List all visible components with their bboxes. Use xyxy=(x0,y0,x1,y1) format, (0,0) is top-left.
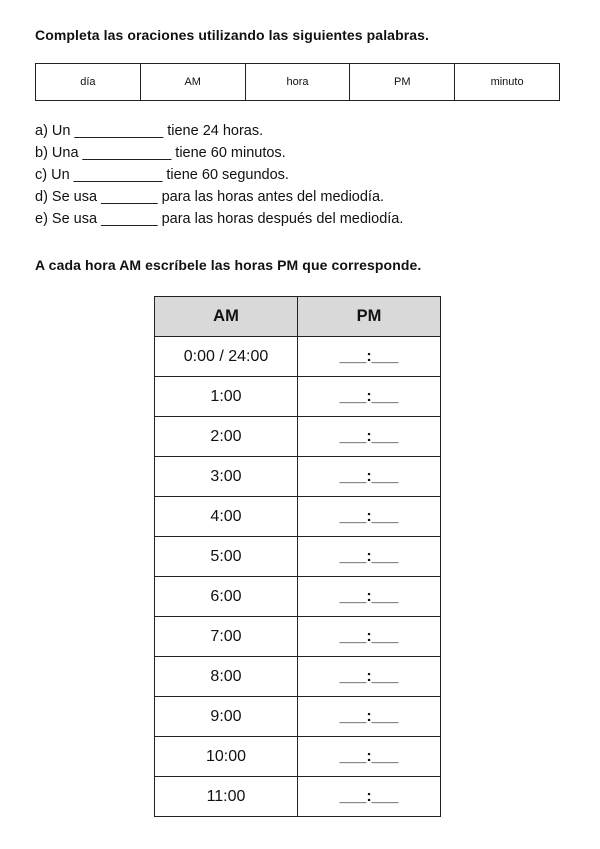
table-row xyxy=(155,617,441,657)
table-row xyxy=(155,497,441,537)
table-row xyxy=(155,777,441,817)
sentence-e: e) Se usa _______ para las horas después del mediodía. xyxy=(35,211,404,227)
table-row xyxy=(155,417,441,457)
am-cell: 11:00 xyxy=(155,777,298,817)
am-cell: 8:00 xyxy=(155,657,298,697)
am-cell: 0:00 / 24:00 xyxy=(155,337,298,377)
table-row xyxy=(155,337,441,377)
pm-answer-blank[interactable]: ___:___ xyxy=(298,657,441,697)
sentence-a: a) Un ___________ tiene 24 horas. xyxy=(35,123,264,139)
column-header-am: AM xyxy=(155,297,298,337)
word-bank xyxy=(35,63,560,101)
table-header-row xyxy=(155,297,441,337)
table-row xyxy=(155,457,441,497)
table-row xyxy=(155,577,441,617)
word-bank-cell: PM xyxy=(350,64,455,100)
am-pm-table xyxy=(154,296,441,817)
table-row xyxy=(155,697,441,737)
section2-heading: A cada hora AM escríbele las horas PM que corresponde. xyxy=(35,257,422,273)
am-cell: 6:00 xyxy=(155,577,298,617)
pm-answer-blank[interactable]: ___:___ xyxy=(298,337,441,377)
pm-answer-blank[interactable]: ___:___ xyxy=(298,697,441,737)
word-bank-cell: AM xyxy=(141,64,246,100)
am-cell: 2:00 xyxy=(155,417,298,457)
am-cell: 10:00 xyxy=(155,737,298,777)
pm-answer-blank[interactable]: ___:___ xyxy=(298,457,441,497)
am-cell: 1:00 xyxy=(155,377,298,417)
am-cell: 5:00 xyxy=(155,537,298,577)
pm-answer-blank[interactable]: ___:___ xyxy=(298,417,441,457)
table-row xyxy=(155,537,441,577)
pm-answer-blank[interactable]: ___:___ xyxy=(298,617,441,657)
table-row xyxy=(155,377,441,417)
sentence-b: b) Una ___________ tiene 60 minutos. xyxy=(35,145,286,161)
am-cell: 4:00 xyxy=(155,497,298,537)
table-row xyxy=(155,657,441,697)
pm-answer-blank[interactable]: ___:___ xyxy=(298,577,441,617)
sentence-d: d) Se usa _______ para las horas antes del mediodía. xyxy=(35,189,385,205)
pm-answer-blank[interactable]: ___:___ xyxy=(298,777,441,817)
pm-answer-blank[interactable]: ___:___ xyxy=(298,497,441,537)
pm-answer-blank[interactable]: ___:___ xyxy=(298,377,441,417)
am-cell: 9:00 xyxy=(155,697,298,737)
table-row xyxy=(155,737,441,777)
section1-heading: Completa las oraciones utilizando las siguientes palabras. xyxy=(35,27,430,43)
pm-answer-blank[interactable]: ___:___ xyxy=(298,737,441,777)
am-cell: 7:00 xyxy=(155,617,298,657)
column-header-pm: PM xyxy=(298,297,441,337)
am-cell: 3:00 xyxy=(155,457,298,497)
pm-answer-blank[interactable]: ___:___ xyxy=(298,537,441,577)
word-bank-cell: minuto xyxy=(490,76,524,88)
word-bank-cell: hora xyxy=(246,64,351,100)
sentence-c: c) Un ___________ tiene 60 segundos. xyxy=(35,167,289,183)
sentence-list xyxy=(35,120,403,230)
word-bank-cell: día xyxy=(36,64,141,100)
